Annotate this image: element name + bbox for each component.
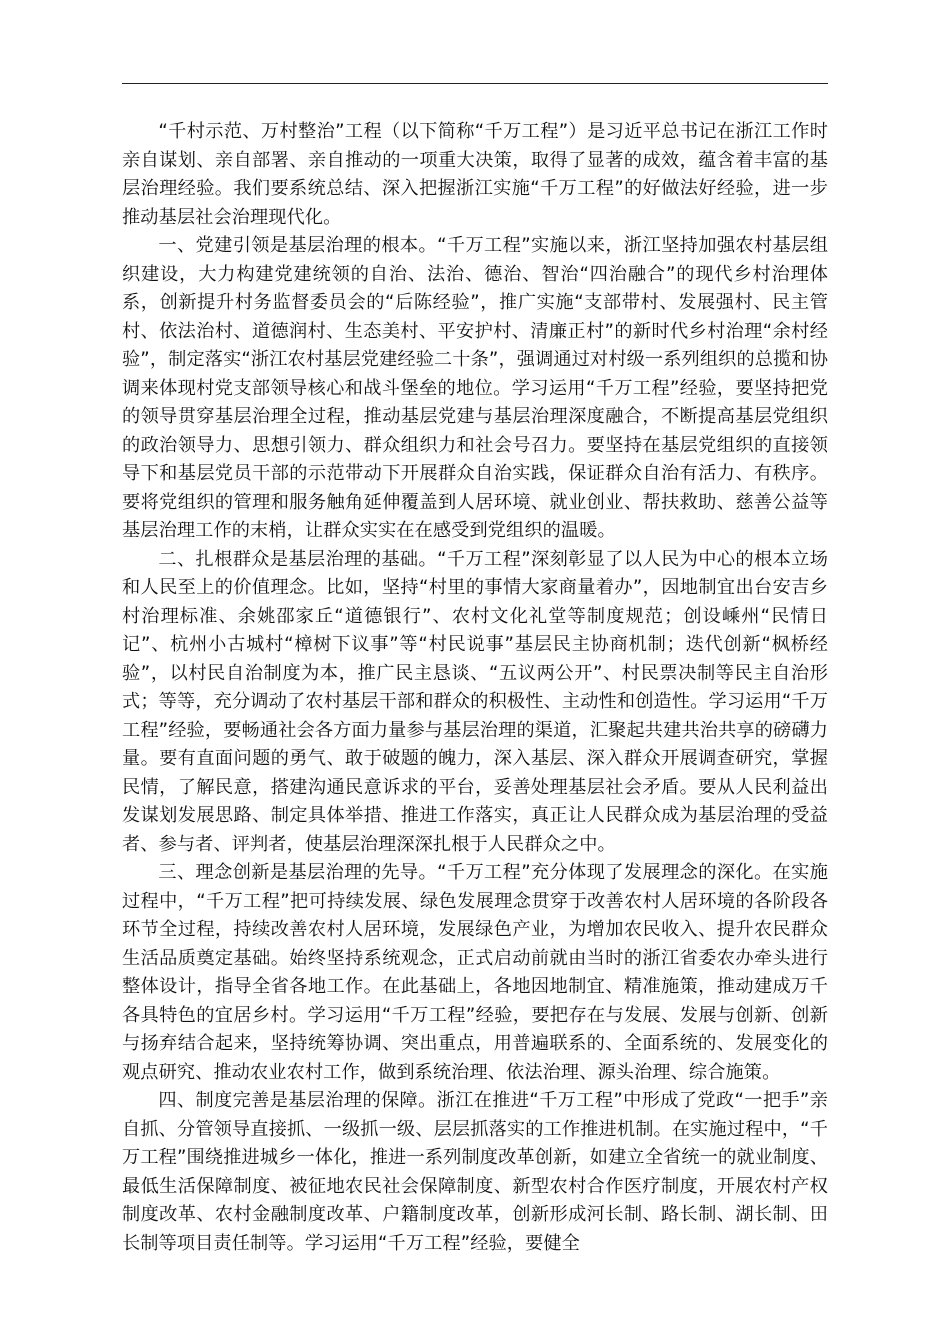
paragraph-intro: “千村示范、万村整治”工程（以下简称“千万工程”）是习近平总书记在浙江工作时亲自谋划、亲自部署、亲自推动的一项重大决策，取得了显著的成效，蕴含着丰富的基层治理经验。我们要系统总结、深入把握浙江实施“千万工程”的好做法好经验，进一步推动基层社会治理现代化。 [122,121,828,228]
article-body [122,118,828,1258]
paragraph-institutional-improvement: 四、制度完善是基层治理的保障。浙江在推进“千万工程”中形成了党政“一把手”亲自抓、分管领导直接抓、一级抓一级、层层抓落实的工作推进机制。在实施过程中，“千万工程”围绕推进城乡一体化，推进一系列制度改革创新，如建立全省统一的就业制度、最低生活保障制度、被征地农民社会保障制度、新型农村合作医疗制度，开展农村产权制度改革、农村金融制度改革、户籍制度改革，创新形成河长制、路长制、湖长制、田长制等项目责任制等。学习运用“千万工程”经验，要健全 [122,1090,828,1254]
paragraph-concept-innovation: 三、理念创新是基层治理的先导。“千万工程”充分体现了发展理念的深化。在实施过程中，“千万工程”把可持续发展、绿色发展理念贯穿于改善农村人居环境的各阶段各环节全过程，持续改善农村人居环境，发展绿色产业，为增加农民收入、提升农民群众生活品质奠定基础。始终坚持系统观念，正式启动前就由当时的浙江省委农办牵头进行整体设计，指导全省各地工作。在此基础上，各地因地制宜、精准施策，推动建成万千各具特色的宜居乡村。学习运用“千万工程”经验，要把存在与发展、发展与创新、创新与扬弃结合起来，坚持统筹协调、突出重点，用普遍联系的、全面系统的、发展变化的观点研究、推动农业农村工作，做到系统治理、依法治理、源头治理、综合施策。 [122,862,828,1083]
header-rule [122,83,828,84]
paragraph-rooted-in-masses: 二、扎根群众是基层治理的基础。“千万工程”深刻彰显了以人民为中心的根本立场和人民至上的价值理念。比如，坚持“村里的事情大家商量着办”，因地制宜出台安吉乡村治理标准、余姚邵家丘“道德银行”、农村文化礼堂等制度规范；创设嵊州“民情日记”、杭州小古城村“樟树下议事”等“村民说事”基层民主协商机制；迭代创新“枫桥经验”，以村民自治制度为本，推广民主恳谈、“五议两公开”、村民票决制等民主自治形式；等等，充分调动了农村基层干部和群众的积极性、主动性和创造性。学习运用“千万工程”经验，要畅通社会各方面力量参与基层治理的渠道，汇聚起共建共治共享的磅礴力量。要有直面问题的勇气、敢于破题的魄力，深入基层、深入群众开展调查研究，掌握民情，了解民意，搭建沟通民意诉求的平台，妥善处理基层社会矛盾。要从人民利益出发谋划发展思路、制定具体举措、推进工作落实，真正让人民群众成为基层治理的受益者、参与者、评判者，使基层治理深深扎根于人民群众之中。 [122,548,828,855]
paragraph-party-leadership: 一、党建引领是基层治理的根本。“千万工程”实施以来，浙江坚持加强农村基层组织建设，大力构建党建统领的自治、法治、德治、智治“四治融合”的现代乡村治理体系，创新提升村务监督委员会的“后陈经验”，推广实施“支部带村、发展强村、民主管村、依法治村、道德润村、生态美村、平安护村、清廉正村”的新时代乡村治理“余村经验”，制定落实“浙江农村基层党建经验二十条”，强调通过对村级一系列组织的总揽和协调来体现村党支部领导核心和战斗堡垒的地位。学习运用“千万工程”经验，要坚持把党的领导贯穿基层治理全过程，推动基层党建与基层治理深度融合，不断提高基层党组织的政治领导力、思想引领力、群众组织力和社会号召力。要坚持在基层党组织的直接领导下和基层党员干部的示范带动下开展群众自治实践，保证群众自治有活力、有秩序。要将党组织的管理和服务触角延伸覆盖到人居环境、就业创业、帮扶救助、慈善公益等基层治理工作的末梢，让群众实实在在感受到党组织的温暖。 [122,235,828,541]
